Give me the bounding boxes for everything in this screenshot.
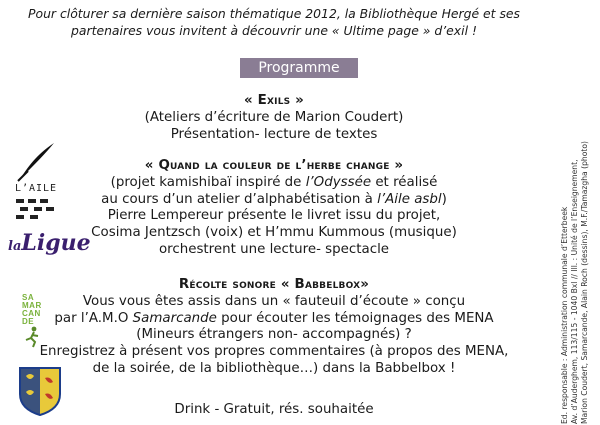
samarcande-logo [22, 294, 54, 350]
herbe-line-2 [0, 192, 548, 209]
babbelbox-line-2 [0, 311, 548, 328]
programme-label: Programme [240, 58, 358, 78]
babbelbox-line-1: Vous vous êtes assis dans un « fauteuil d’écoute » conçu [82, 293, 466, 309]
quill-icon [14, 141, 58, 183]
exils-line-1: (Ateliers d’écriture de Marion Coudert) [144, 109, 404, 125]
running-figure-icon [22, 326, 44, 348]
intro-line-1: Pour clôturer sa dernière saison thématique 2012, la Bibliothèque Hergé et ses [28, 6, 520, 21]
aile-logo [14, 141, 58, 225]
herbe-line-1 [0, 175, 548, 192]
publisher-line-2: Av. d’Auderghem, 113/115 - 1040 Bxl // Ill. : Unité de l’Enseignement, [570, 159, 579, 424]
aile-pattern-icon [14, 197, 58, 225]
samarcande-logo-line-2: MAR [22, 301, 42, 310]
coat-of-arms-icon [18, 366, 62, 416]
drink-info: Drink - Gratuit, rés. souhaitée [174, 402, 374, 417]
herbe-line-2-text: au cours d’un atelier d’alphabétisation à [101, 191, 378, 207]
publisher-note [550, 24, 600, 425]
herbe-line-2-end: ) [441, 191, 447, 207]
herbe-line-5: orchestrent une lecture- spectacle [158, 241, 390, 257]
intro-line-2: partenaires vous invitent à découvrir une « Ultime page » d’exil ! [71, 23, 477, 38]
babbelbox-title: Récolte sonore « Babbelbox» [178, 277, 370, 292]
exils-line-2: Présentation- lecture de textes [170, 126, 378, 142]
publisher-line-1: Ed. responsable : Administration communale d’Etterbeek [560, 206, 569, 424]
ligue-logo-prefix: la [8, 239, 22, 254]
herbe-aile-asbl: l’Aile asbl [377, 191, 442, 207]
babbelbox-line-3: (Mineurs étrangers non- accompagnés) ? [136, 327, 412, 343]
samarcande-logo-line-1: SA [22, 293, 35, 302]
babbelbox-line-4: Enregistrez à présent vos propres commentaires (à propos des MENA, [39, 344, 509, 360]
ligue-logo [8, 230, 91, 262]
aile-logo-text: L’AILE [14, 183, 58, 194]
invitation-intro [0, 5, 548, 39]
section-exils [0, 93, 548, 143]
publisher-line-3: Marion Coudert, Samarcande, Alain Roch (dessins), M.F./Tamazgha (photo) [580, 141, 589, 424]
herbe-title: « Quand la couleur de l’herbe change » [144, 158, 404, 173]
exils-title: « Exils » [243, 93, 305, 108]
section-babbelbox [0, 277, 548, 378]
herbe-line-1-end: et réalisé [371, 174, 438, 190]
babbelbox-samarcande: Samarcande [132, 310, 217, 326]
herbe-odyssee: l’Odyssée [305, 174, 372, 190]
publisher-note-text [560, 24, 590, 424]
herbe-line-3: Pierre Lempereur présente le livret issu du projet, [107, 208, 441, 224]
herbe-line-4: Cosima Jentzsch (voix) et H’mmu Kummous (musique) [91, 225, 457, 241]
ligue-logo-text: Ligue [21, 230, 91, 256]
babbelbox-line-2-end: pour écouter les témoignages des MENA [216, 310, 494, 326]
babbelbox-line-5: de la soirée, de la bibliothèque…) dans la Babbelbox ! [92, 360, 456, 376]
samarcande-logo-line-3: CAN [22, 309, 41, 318]
babbelbox-line-2-text: par l’A.M.O [54, 310, 133, 326]
samarcande-logo-line-4: DE [22, 317, 35, 326]
herbe-line-1-text: (projet kamishibaï inspiré de [110, 174, 306, 190]
